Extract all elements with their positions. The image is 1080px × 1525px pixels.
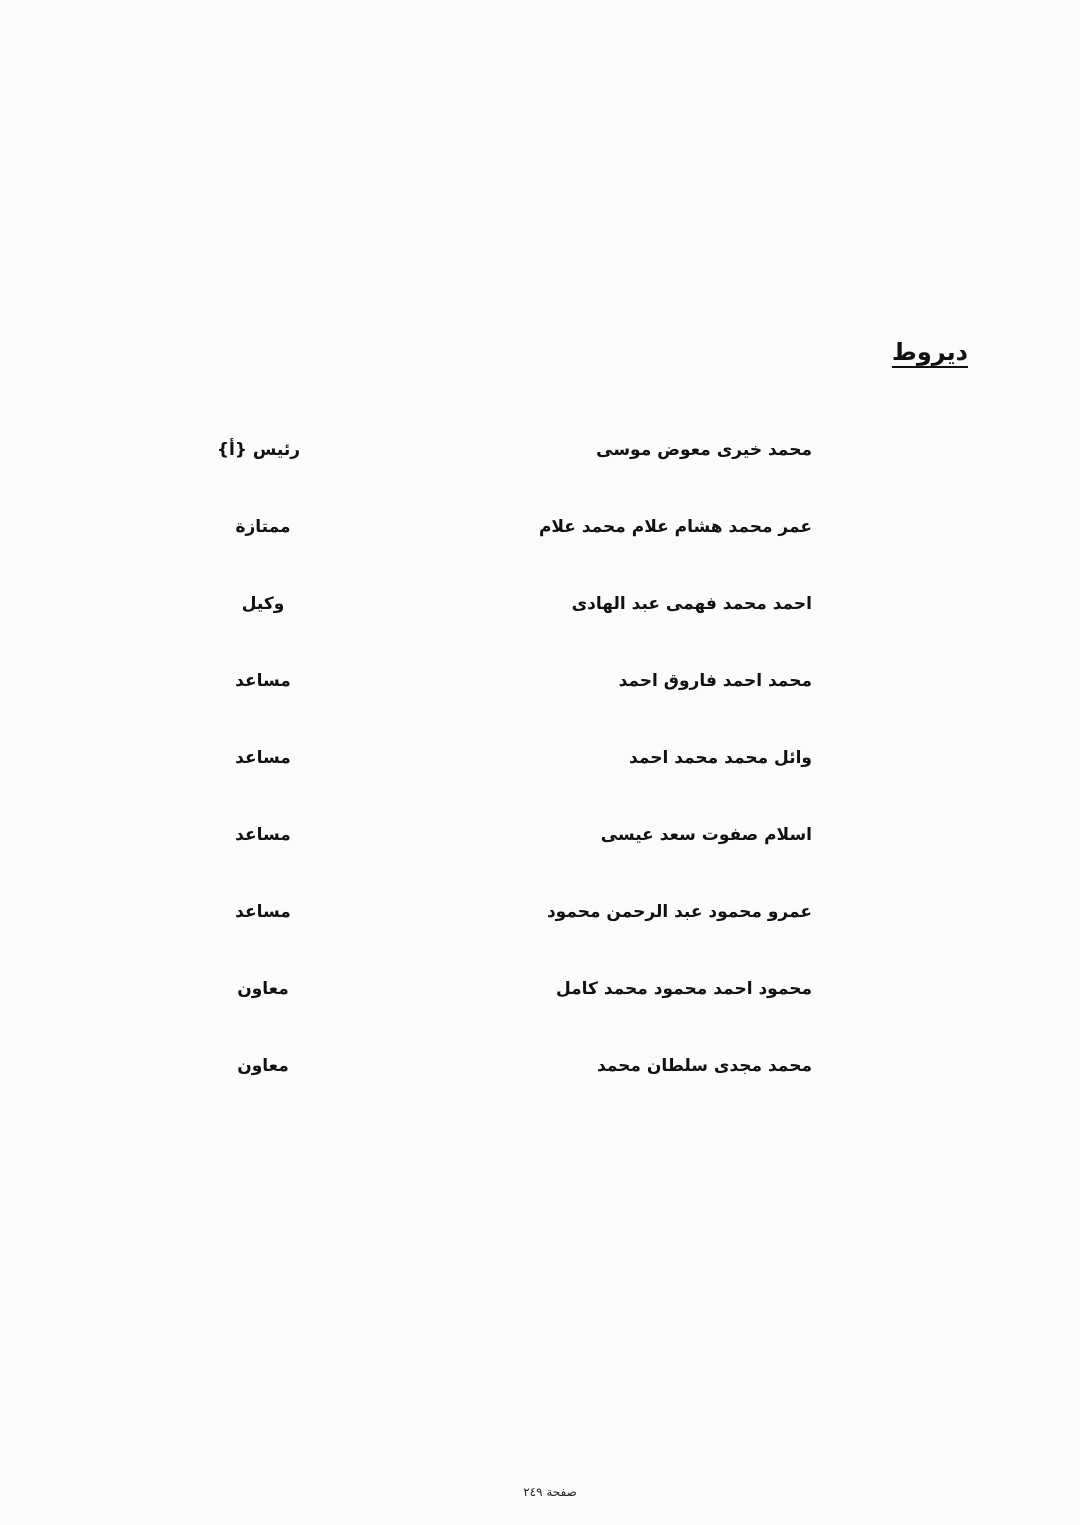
list-item xyxy=(0,590,1080,667)
member-name: محمد احمد فاروق احمد xyxy=(618,671,812,691)
member-rank: معاون xyxy=(237,1056,289,1076)
member-rank: رئيس {أ} xyxy=(216,440,300,460)
member-rank: مساعد xyxy=(235,671,291,691)
member-rank: مساعد xyxy=(235,902,291,922)
list-item xyxy=(0,436,1080,513)
member-rank: مساعد xyxy=(235,825,291,845)
list-item xyxy=(0,1052,1080,1129)
member-rank: مساعد xyxy=(235,748,291,768)
page-number: صفحة ٢٤٩ xyxy=(523,1485,577,1499)
member-name: عمرو محمود عبد الرحمن محمود xyxy=(546,902,812,922)
member-rank: ممتازة xyxy=(235,517,291,537)
member-name: اسلام صفوت سعد عيسى xyxy=(600,825,812,845)
members-list xyxy=(0,436,1080,1129)
list-item xyxy=(0,744,1080,821)
list-item xyxy=(0,821,1080,898)
member-name: احمد محمد فهمى عبد الهادى xyxy=(571,594,812,614)
member-name: وائل محمد محمد احمد xyxy=(629,748,812,768)
member-name: محمود احمد محمود محمد كامل xyxy=(555,979,812,999)
member-name: عمر محمد هشام علام محمد علام xyxy=(538,517,812,537)
list-item xyxy=(0,667,1080,744)
member-rank: معاون xyxy=(237,979,289,999)
list-item xyxy=(0,898,1080,975)
member-rank: وكيل xyxy=(241,594,285,614)
member-name: محمد مجدى سلطان محمد xyxy=(596,1056,812,1076)
list-item xyxy=(0,513,1080,590)
page-title: ديروط xyxy=(891,338,968,366)
list-item xyxy=(0,975,1080,1052)
member-name: محمد خيرى معوض موسى xyxy=(596,440,812,460)
